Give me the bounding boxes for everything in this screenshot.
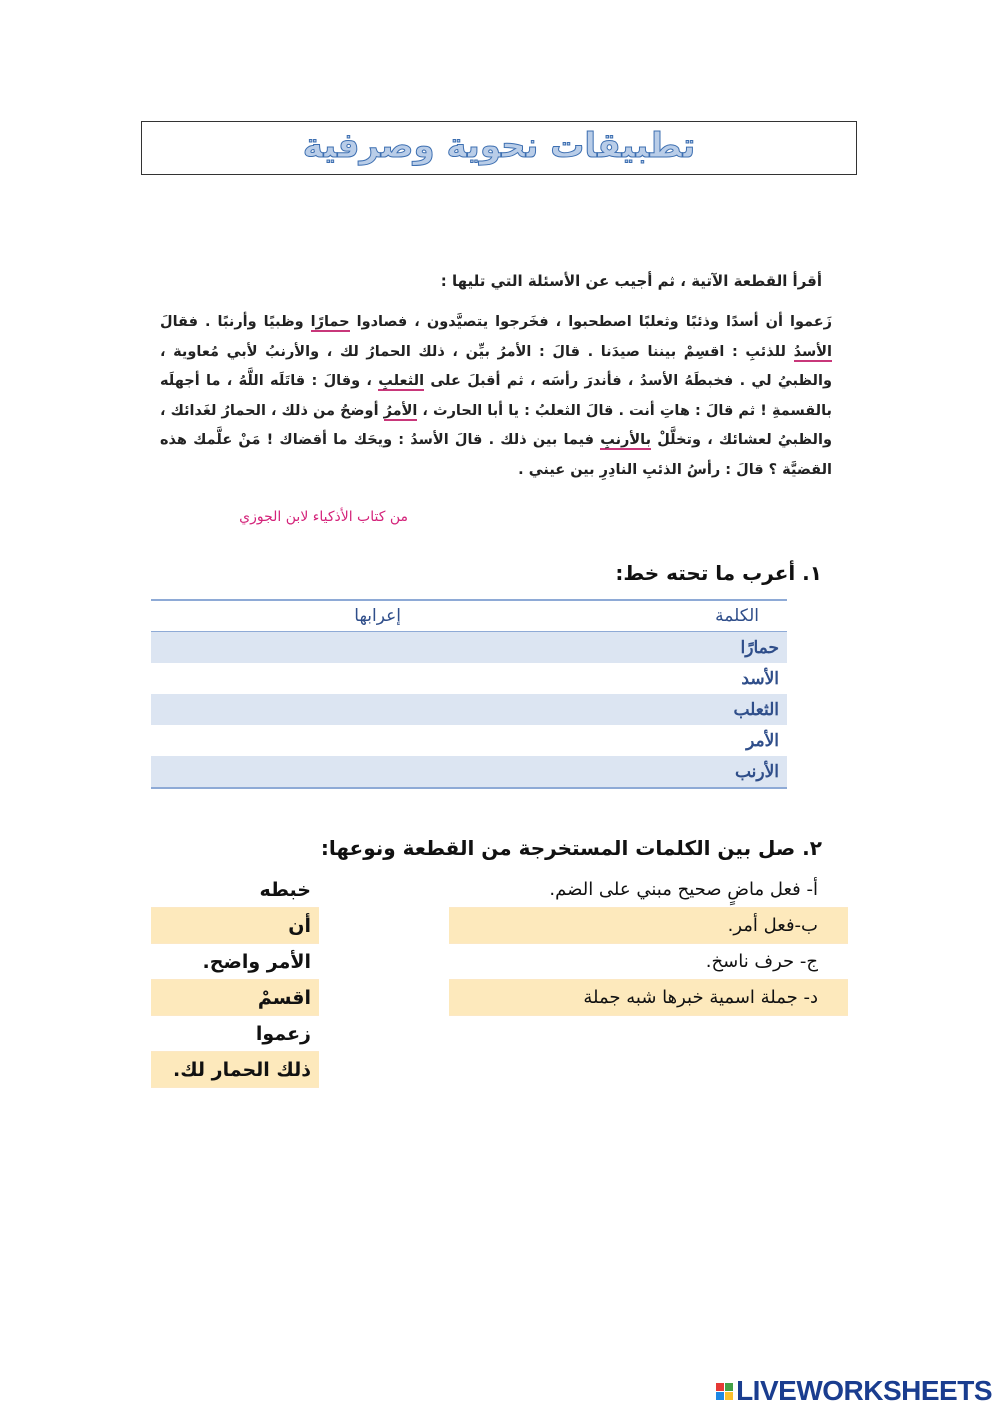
match-type-item[interactable]: د- جملة اسمية خبرها شبه جملة [449,980,848,1016]
table-row [151,694,787,725]
word-cell: حمارًا [740,637,779,658]
table-row [151,663,787,694]
underlined-word: الأسدُ [793,343,832,360]
question-1-heading: ١. أعرب ما تحته خط: [615,561,822,585]
match-word-item[interactable]: زعموا [151,1016,319,1052]
question-2-heading: ٢. صل بين الكلمات المستخرجة من القطعة ونوعها: [320,836,822,860]
table-row [151,725,787,756]
passage [160,308,832,485]
word-cell: الثعلب [733,699,779,720]
table-row [151,756,787,787]
logo-square [716,1383,724,1391]
match-word-item[interactable]: ذلك الحمار لك. [151,1052,319,1088]
passage-text: أوضحُ من ذلك ، الحمارُ لغَدائك ، والظبيُ لعشائك ، وتخلَّلْ [160,402,832,448]
passage-text: زَعموا أن أسدًا وذئبًا وثعلبًا اصطحبوا ، فخَرجوا يتصيَّدون ، فصادوا [349,314,833,330]
instruction: أقرأ القطعة الآتية ، ثم أجيب عن الأسئلة التي تليها : [440,272,822,290]
underlined-word: الأمرُ [383,402,418,419]
underlined-word: بالأرنبِ [600,432,652,448]
logo-text: LIVEWORKSHEETS [736,1375,992,1406]
title-box [141,121,857,175]
logo-icon [716,1383,733,1400]
underlined-word: الثعلبِ [378,373,425,389]
underlined-word: حمارًا [310,314,350,330]
column-header-irab: إعرابها [354,606,401,626]
column-header-word: الكلمة [715,606,759,626]
match-words-column [151,872,319,1088]
page-title: تطبيقات نحوية وصرفية [302,126,696,166]
liveworksheets-logo [716,1375,992,1407]
passage-text: وظبيًا وأرنبًا . فقالَ [160,314,311,330]
logo-square [725,1383,733,1391]
passage-text: ، وقالَ : قاتَلَه اللَّهُ ، ما أجهلَه بالقسمةِ ! ثم قالَ : هاتِ أنت . قالَ الثعلبُ : يا أبا الحارث ، [160,373,832,419]
source-citation: من كتاب الأذكياء لابن الجوزي [239,509,408,525]
word-cell: الأمر [746,730,779,751]
passage-text: فيما بين ذلك . قالَ الأسدُ : ويحَك ما أقضاك ! مَنْ علَّمك هذه القضيَّة ؟ قالَ : رأسُ الذئبِ النادِرِ بين عيني . [160,432,832,478]
match-type-item[interactable]: ب-فعل أمر. [449,908,848,944]
match-word-item[interactable]: اقسمْ [151,980,319,1016]
word-cell: الأسد [741,668,779,689]
match-type-item[interactable]: ج- حرف ناسخ. [449,944,848,980]
logo-square [716,1392,724,1400]
irab-table [151,599,787,789]
table-header [151,601,787,632]
match-word-item[interactable]: خبطه [151,872,319,908]
table-row [151,632,787,663]
match-word-item[interactable]: أن [151,908,319,944]
word-cell: الأرنب [734,761,779,782]
match-word-item[interactable]: الأمر واضح. [151,944,319,980]
logo-square [725,1392,733,1400]
match-types-column [449,872,848,1016]
passage-text: للذئبِ : اقسِمْ بيننا صيدَنا . قالَ : الأمرُ بيِّن ، ذلك الحمارُ لك ، والأرنبُ لأبي مُعاوية ، والظبيُ لي . فخبطَهُ الأسدُ ، فأندرَ رأسَه ، ثم أقبلَ على [160,343,832,389]
match-type-item[interactable]: أ- فعل ماضٍ صحيح مبني على الضم. [449,872,848,908]
